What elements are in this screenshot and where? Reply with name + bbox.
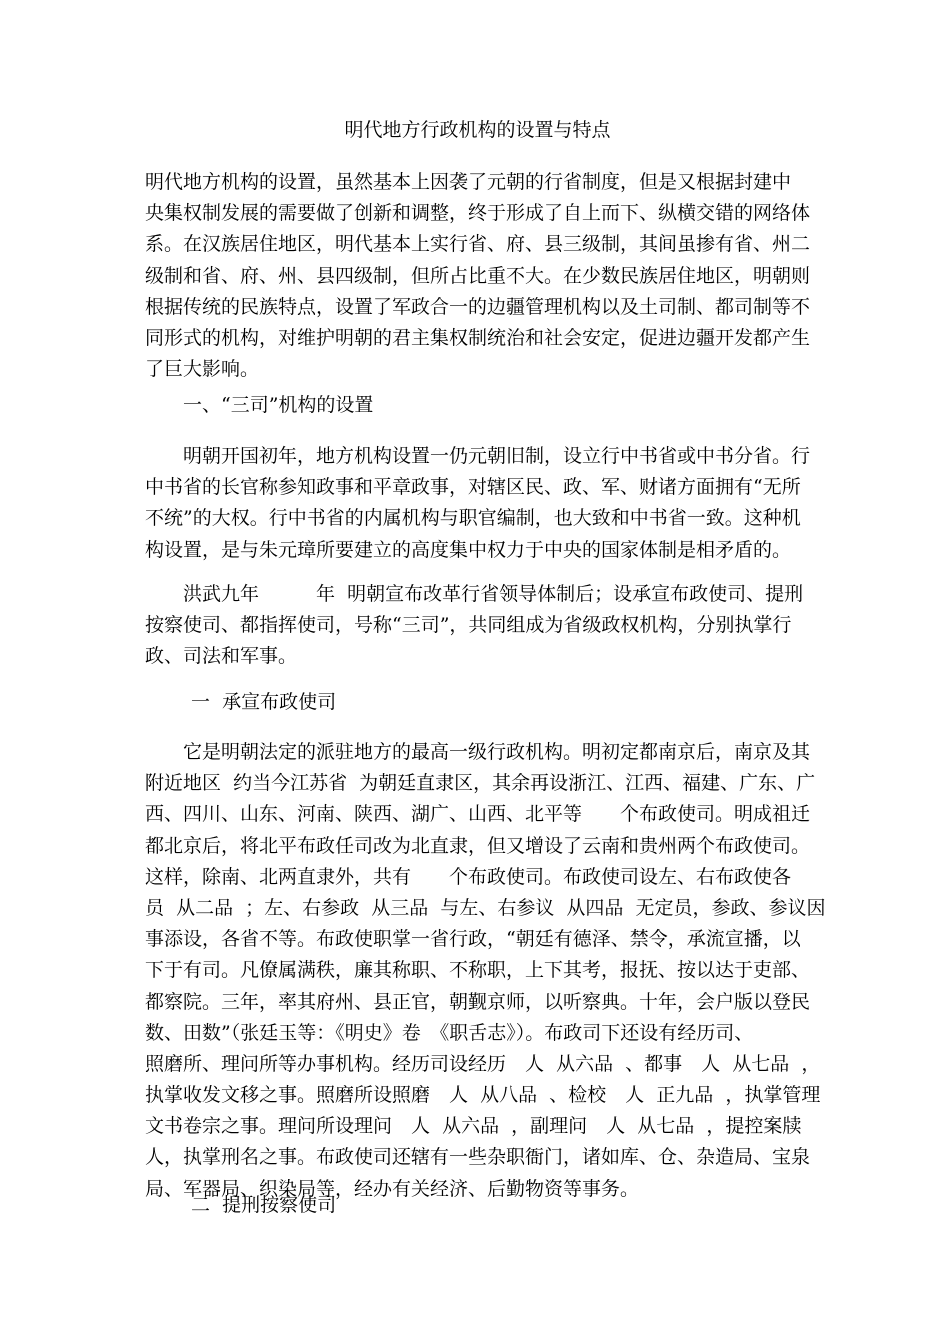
- text-line: 它是明朝法定的派驻地方的最高一级行政机构。明初定都南京后，南京及其: [183, 741, 811, 763]
- document-title: 明代地方行政机构的设置与特点: [344, 119, 611, 141]
- intro-paragraph: [145, 167, 810, 385]
- text-line: 级制和省、府、州、县四级制，但所占比重不大。在少数民族居住地区，明朝则: [145, 264, 811, 287]
- text-line: 局、军器局、织染局等，经办有关经济、后勤物资等事务。: [145, 1177, 640, 1200]
- text-line: 附近地区 约当今江苏省 为朝廷直隶区，其余再设浙江、江西、福建、广东、广: [145, 772, 816, 795]
- text-line: 根据传统的民族特点，设置了军政合一的边疆管理机构以及土司制、都司制等不: [145, 295, 811, 318]
- text-line: 明代地方机构的设置，虽然基本上因袭了元朝的行省制度，但是又根据封建中: [145, 171, 792, 193]
- subsection-heading-buzheng: 一 承宣布政使司: [191, 691, 337, 713]
- section1-paragraph-1: [145, 441, 810, 566]
- text-line: 西、四川、山东、河南、陕西、湖广、山西、北平等 个布政使司。明成祖迁: [145, 803, 811, 826]
- text-line: 构设置，是与朱元璋所要建立的高度集中权力于中央的国家体制是相矛盾的。: [145, 538, 792, 561]
- text-line: 了巨大影响。: [145, 358, 260, 381]
- text-line: 明朝开国初年，地方机构设置一仍元朝旧制，设立行中书省或中书分省。行: [183, 445, 811, 467]
- subsection1-paragraph: [145, 737, 826, 1205]
- text-line: 政、司法和军事。: [145, 645, 298, 668]
- text-line: 文书卷宗之事。理问所设理问 人 从六品 ，副理问 人 从七品 ，提控案牍: [145, 1115, 802, 1138]
- section1-paragraph-2: [145, 579, 810, 673]
- text-line: 员 从二品 ；左、右参政 从三品 与左、右参议 从四品 无定员，参政、参议因: [145, 896, 826, 919]
- text-line: 系。在汉族居住地区，明代基本上实行省、府、县三级制，其间虽掺有省、州二: [145, 233, 811, 256]
- text-line: 央集权制发展的需要做了创新和调整，终于形成了自上而下、纵横交错的网络体: [145, 202, 811, 225]
- subsection-heading-ancha: 二 提刑按察使司: [191, 1194, 337, 1216]
- text-line: 洪武九年 年 明朝宣布改革行省领导体制后；设承宣布政使司、提刑: [183, 583, 804, 605]
- text-line: 中书省的长官称参知政事和平章政事，对辖区民、政、军、财诸方面拥有“无所: [145, 476, 801, 499]
- text-line: 人，执掌刑名之事。布政使司还辖有一些杂职衙门，诸如库、仓、杂造局、宝泉: [145, 1146, 811, 1169]
- text-line: 同形式的机构，对维护明朝的君主集权制统治和社会安定，促进边疆开发都产生: [145, 326, 811, 349]
- text-line: 按察使司、都指挥使司，号称“三司”，共同组成为省级政权机构，分别执掌行: [145, 614, 792, 637]
- text-line: 照磨所、理问所等办事机构。经历司设经历 人 从六品 、都事 人 从七品 ，: [145, 1052, 821, 1075]
- text-line: 都北京后，将北平布政任司改为北直隶，但又增设了云南和贵州两个布政使司。: [145, 834, 811, 857]
- text-line: 执掌收发文移之事。照磨所设照磨 人 从八品 、检校 人 正九品 ，执掌管理: [145, 1084, 821, 1107]
- text-line: 这样，除南、北两直隶外，共有 个布政使司。布政使司设左、右布政使各: [145, 865, 792, 888]
- text-line: 不统”的大权。行中书省的内属机构与职官编制，也大致和中书省一致。这种机: [145, 507, 801, 530]
- text-line: 下于有司。凡僚属满秩，廉其称职、不称职，上下其考，报抚、按以达于吏部、: [145, 959, 811, 982]
- text-line: 都察院。三年，率其府州、县正官，朝觐京师，以听察典。十年，会户版以登民: [145, 990, 811, 1013]
- text-line: 事添设，各省不等。布政使职掌一省行政，“朝廷有德泽、禁令，承流宣播，以: [145, 928, 801, 951]
- text-line: 数、田数”（张廷玉等：《明史》卷 《职舌志》）。布政司下还设有经历司、: [145, 1021, 754, 1044]
- section-heading-san-si: 一、“三司”机构的设置: [183, 394, 374, 416]
